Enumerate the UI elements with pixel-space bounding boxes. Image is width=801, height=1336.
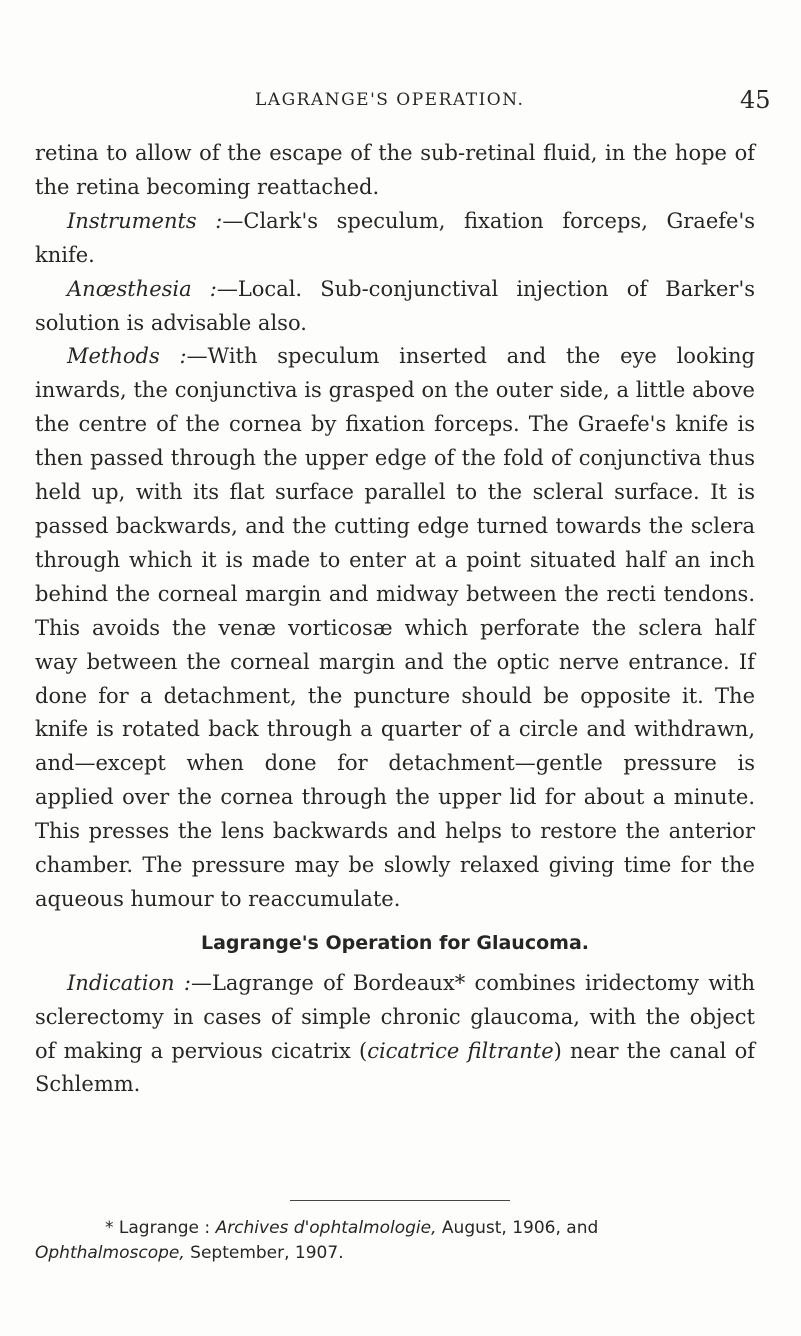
paragraph-instruments [35, 205, 755, 273]
paragraph-indication [35, 967, 755, 1103]
footnote [35, 1216, 750, 1266]
footnote-lead: * Lagrange : [105, 1218, 211, 1238]
methods-text: —With speculum inserted and the eye looking inwards, the conjunctiva is grasped on the outer side, a little above the centre of the cornea by fixation forceps. The Graefe's knife is then passed through the upper edge of the fold of conjunctiva thus held up, with its flat surface parallel to the scleral surface. It is passed backwards, and the cutting edge turned towards the sclera through which it is made to enter at a point situated half an inch behind the corneal margin and midway between the recti tendons. This avoids the venæ vorticosæ which perforate the sclera half way between the corneal margin and the optic nerve entrance. If done for a detachment, the puncture should be opposite it. The knife is rotated back through a quarter of a circle and withdrawn, and—except when done for detachment—gentle pressure is applied over the cornea through the upper lid for about a minute. This presses the lens backwards and helps to restore the anterior chamber. The pressure may be slowly relaxed giving time for the aqueous humour to reaccumulate. [35, 344, 755, 911]
methods-label: Methods : [67, 344, 187, 369]
instruments-label: Instruments : [67, 208, 223, 233]
indication-text-a: —Lagrange of Bordeaux* combines iridectomy with sclerectomy in cases of simple chronic glaucoma, with the object of making a pervious cicatrix ( [35, 970, 755, 1063]
paragraph-continuation: retina to allow of the escape of the sub-retinal fluid, in the hope of the retina becoming reattached. [35, 141, 755, 199]
page-number: 45 [740, 86, 771, 114]
footnote-tail: September, 1907. [184, 1243, 344, 1263]
footnote-journal-2: Ophthalmoscope, [35, 1243, 185, 1263]
section-heading: Lagrange's Operation for Glaucoma. [200, 931, 589, 954]
footnote-mid: August, 1906, and [436, 1218, 599, 1238]
anaesthesia-label: Anœsthesia : [67, 276, 217, 301]
footnote-journal-1: Archives d'ophtalmologie, [215, 1218, 437, 1238]
paragraph-methods [35, 340, 755, 916]
indication-text-b: ) near the canal of Schlemm. [35, 1038, 755, 1097]
indication-label: Indication : [67, 970, 191, 995]
body-text [35, 137, 755, 1102]
anaesthesia-text: —Local. Sub-conjunctival injection of Barker's solution is advisable also. [35, 276, 755, 335]
instruments-text: —Clark's speculum, fixation forceps, Graefe's knife. [35, 208, 756, 267]
paragraph-anaesthesia [35, 273, 755, 341]
indication-italic-term: cicatrice filtrante [367, 1038, 554, 1063]
footnote-rule [290, 1200, 510, 1201]
running-head: LAGRANGE'S OPERATION. [255, 90, 525, 110]
